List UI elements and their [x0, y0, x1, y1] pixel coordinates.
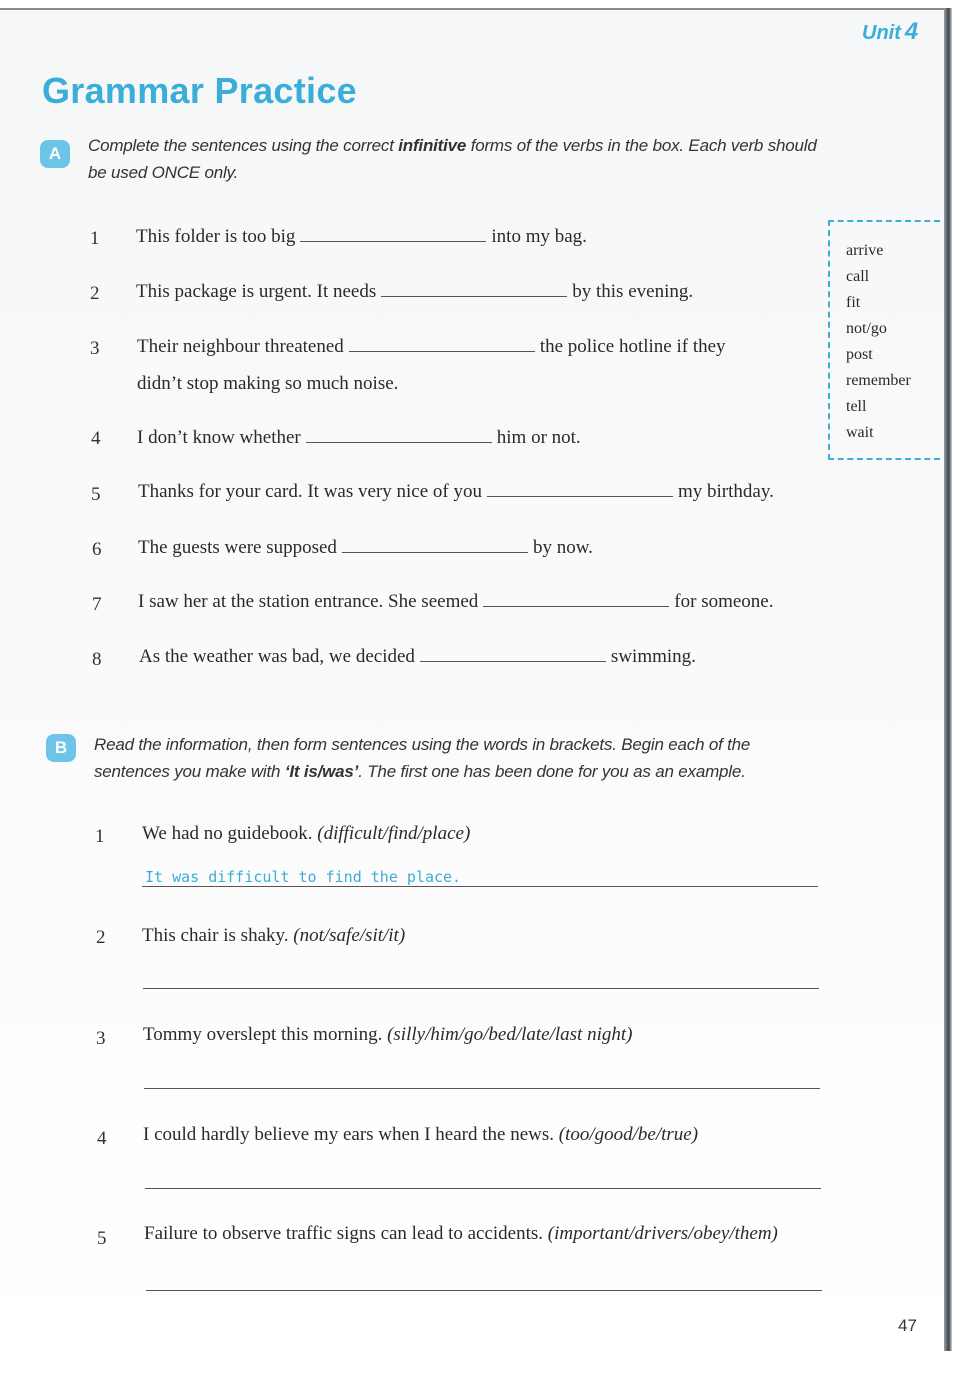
- question-number: 5: [97, 1228, 107, 1249]
- section-a-instruction: Complete the sentences using the correct infinitive forms of the verbs in the box. Each verb should be used ONCE only.: [88, 136, 817, 182]
- verb-word-box: [828, 220, 940, 460]
- answer-blank[interactable]: [483, 592, 669, 607]
- question-a3: Their neighbour threatened the police hotline if they: [137, 336, 726, 357]
- answer-blank[interactable]: [381, 282, 567, 297]
- word-box-item: wait: [846, 424, 874, 441]
- word-box-item: not/go: [846, 320, 887, 337]
- page-number: 47: [898, 1316, 917, 1335]
- question-number: 7: [92, 594, 102, 615]
- word-box-item: post: [846, 346, 873, 363]
- question-a1: This folder is too big into my bag.: [136, 226, 587, 247]
- question-number: 8: [92, 649, 102, 670]
- question-b4: I could hardly believe my ears when I heard the news. (too/good/be/true): [143, 1124, 699, 1145]
- question-number: 5: [91, 484, 101, 505]
- word-box-item: arrive: [846, 242, 884, 259]
- question-number: 1: [90, 228, 100, 249]
- question-number: 2: [96, 927, 106, 948]
- answer-blank[interactable]: [342, 538, 528, 553]
- answer-blank[interactable]: [487, 482, 673, 497]
- word-box-item: tell: [846, 398, 867, 415]
- verb-list: [830, 222, 940, 446]
- question-number: 3: [96, 1028, 106, 1049]
- question-number: 3: [90, 338, 100, 359]
- page-title: Grammar Practice: [42, 70, 357, 111]
- question-a2: This package is urgent. It needs by this evening.: [136, 281, 694, 302]
- answer-line[interactable]: [143, 988, 819, 989]
- question-b3: Tommy overslept this morning. (silly/him/go/bed/late/last night): [143, 1024, 633, 1045]
- question-number: 4: [97, 1128, 107, 1149]
- answer-line[interactable]: [144, 1088, 820, 1089]
- question-number: 6: [92, 539, 102, 560]
- answer-blank[interactable]: [349, 337, 535, 352]
- question-number: 4: [91, 428, 101, 449]
- unit-label: [862, 18, 918, 46]
- question-b5: Failure to observe traffic signs can lead to accidents. (important/drivers/obey/them): [144, 1223, 778, 1244]
- page-binding-edge: [944, 8, 952, 1351]
- answer-blank[interactable]: [300, 227, 486, 242]
- answer-blank[interactable]: [420, 647, 606, 662]
- question-number: 1: [95, 826, 105, 847]
- question-a4: I don’t know whether him or not.: [137, 427, 581, 448]
- answer-line[interactable]: [142, 886, 818, 887]
- word-box-item: remember: [846, 372, 911, 389]
- unit-word: Unit: [862, 22, 901, 44]
- word-box-item: fit: [846, 294, 861, 311]
- question-a5: Thanks for your card. It was very nice of you my birthday.: [138, 481, 774, 502]
- question-a7: I saw her at the station entrance. She seemed for someone.: [138, 591, 774, 612]
- unit-number: 4: [904, 18, 919, 45]
- question-a8: As the weather was bad, we decided swimming.: [139, 646, 696, 667]
- section-b-instruction: Read the information, then form sentences using the words in brackets. Begin each of the sentences you make with ‘It is/was’. The first one has been done for you as an example.: [94, 735, 751, 781]
- question-a6: The guests were supposed by now.: [138, 537, 593, 558]
- example-answer: It was difficult to find the place.: [145, 868, 462, 886]
- worksheet-page: [0, 8, 944, 1353]
- question-a3-continued: didn’t stop making so much noise.: [137, 373, 399, 394]
- answer-line[interactable]: [145, 1188, 821, 1189]
- answer-blank[interactable]: [306, 428, 492, 443]
- section-a-badge: A: [40, 140, 70, 168]
- word-box-item: call: [846, 268, 870, 285]
- answer-line[interactable]: [146, 1290, 822, 1291]
- question-b2: This chair is shaky. (not/safe/sit/it): [142, 925, 406, 946]
- question-number: 2: [90, 283, 100, 304]
- question-b1: We had no guidebook. (difficult/find/place): [142, 823, 471, 844]
- section-b-badge: B: [46, 734, 76, 762]
